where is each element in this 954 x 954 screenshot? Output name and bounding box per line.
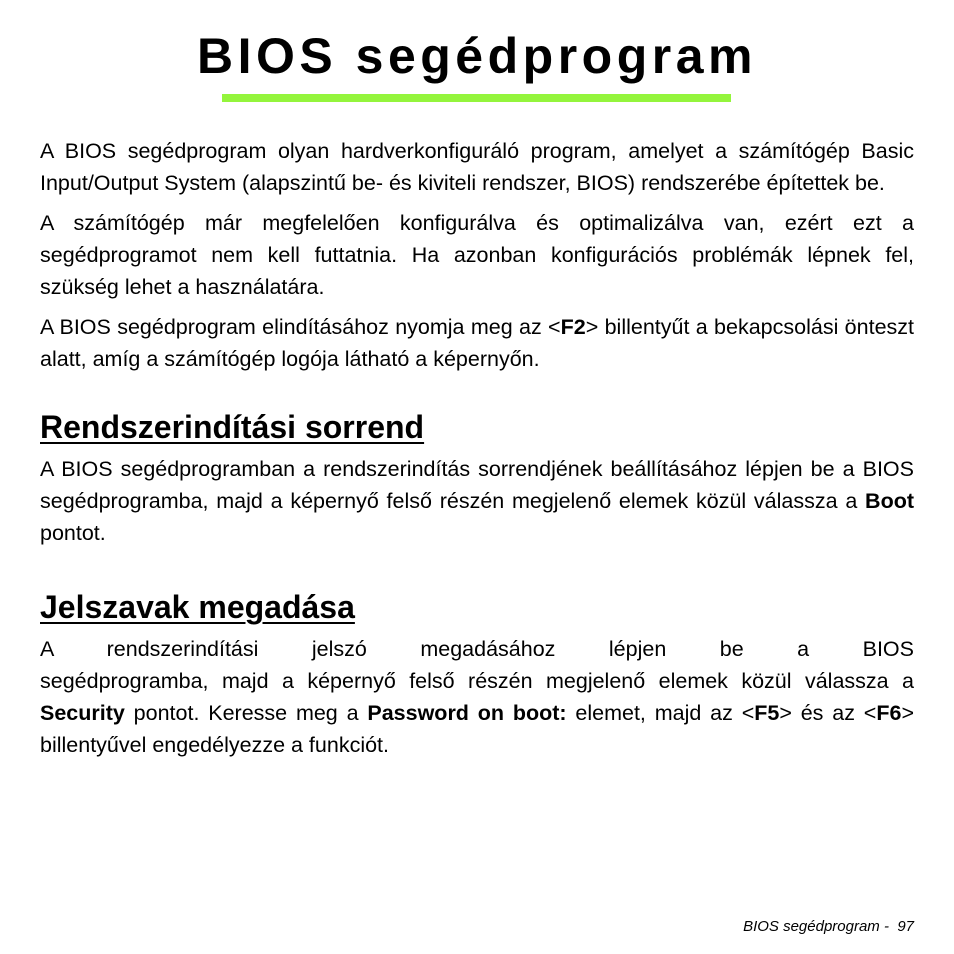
page-content — [40, 135, 914, 761]
password-text-e: billentyűvel engedélyezze a funkciót. — [40, 733, 389, 757]
key-close-bracket: > — [585, 315, 599, 339]
title-accent-bar — [222, 94, 731, 102]
f5-key-label: F5 — [754, 701, 780, 725]
page-number: 97 — [897, 918, 914, 935]
password-text-c: elemet, majd az — [566, 701, 742, 725]
password-paragraph-line1: A rendszerindítási jelszó megadásához lépjen be a BIOS — [40, 637, 914, 661]
intro-paragraph-3 — [40, 311, 914, 375]
f2-key-label: F2 — [560, 315, 586, 339]
intro-paragraph-1: A BIOS segédprogram olyan hardverkonfiguráló program, amelyet a számítógép Basic Input/Output System (alapszintű be- és kiviteli rendszer, BIOS) rendszerébe építettek be. — [40, 139, 914, 195]
boot-text-before: A BIOS segédprogramban a rendszerindítás sorrendjének beállításához lépjen be a BIOS segédprogramba, majd a képernyő felső részén megjelenő elemek közül válassza a — [40, 457, 914, 513]
boot-menu-label: Boot — [865, 489, 914, 513]
password-text-b: pontot. Keresse meg a — [124, 701, 368, 725]
key-open-bracket: < — [741, 701, 755, 725]
boot-order-heading: Rendszerindítási sorrend — [40, 409, 425, 445]
security-menu-label: Security — [40, 701, 125, 725]
key-open-bracket: < — [548, 315, 561, 339]
intro-p3-text-after: billentyűt a bekapcsolási önteszt alatt, amíg a számítógép logója látható a képernyőn. — [40, 315, 914, 371]
key-close-bracket: > — [901, 701, 915, 725]
intro-p3-text-before: A BIOS segédprogram elindításához nyomja meg az — [40, 315, 549, 339]
f6-key-label: F6 — [876, 701, 902, 725]
password-text-d: és az — [791, 701, 864, 725]
boot-text-after: pontot. — [40, 521, 106, 545]
boot-order-paragraph — [40, 453, 914, 549]
intro-paragraph-2: A számítógép már megfelelően konfigurálva és optimalizálva van, ezért ezt a segédprogramot nem kell futtatnia. Ha azonban konfigurációs problémák lépnek fel, szükség lehet a használatára. — [40, 211, 914, 299]
key-open-bracket: < — [863, 701, 877, 725]
password-heading: Jelszavak megadása — [40, 589, 355, 625]
password-on-boot-label: Password on boot: — [367, 701, 567, 725]
page-footer — [743, 917, 914, 937]
footer-separator: - — [879, 918, 898, 935]
key-close-bracket: > — [779, 701, 792, 725]
password-paragraph — [40, 665, 914, 761]
footer-section-name: BIOS segédprogram — [743, 918, 880, 935]
page-title: BIOS segédprogram — [197, 28, 757, 84]
password-text-a: segédprogramba, majd a képernyő felső részén megjelenő elemek közül válassza a — [40, 669, 914, 693]
